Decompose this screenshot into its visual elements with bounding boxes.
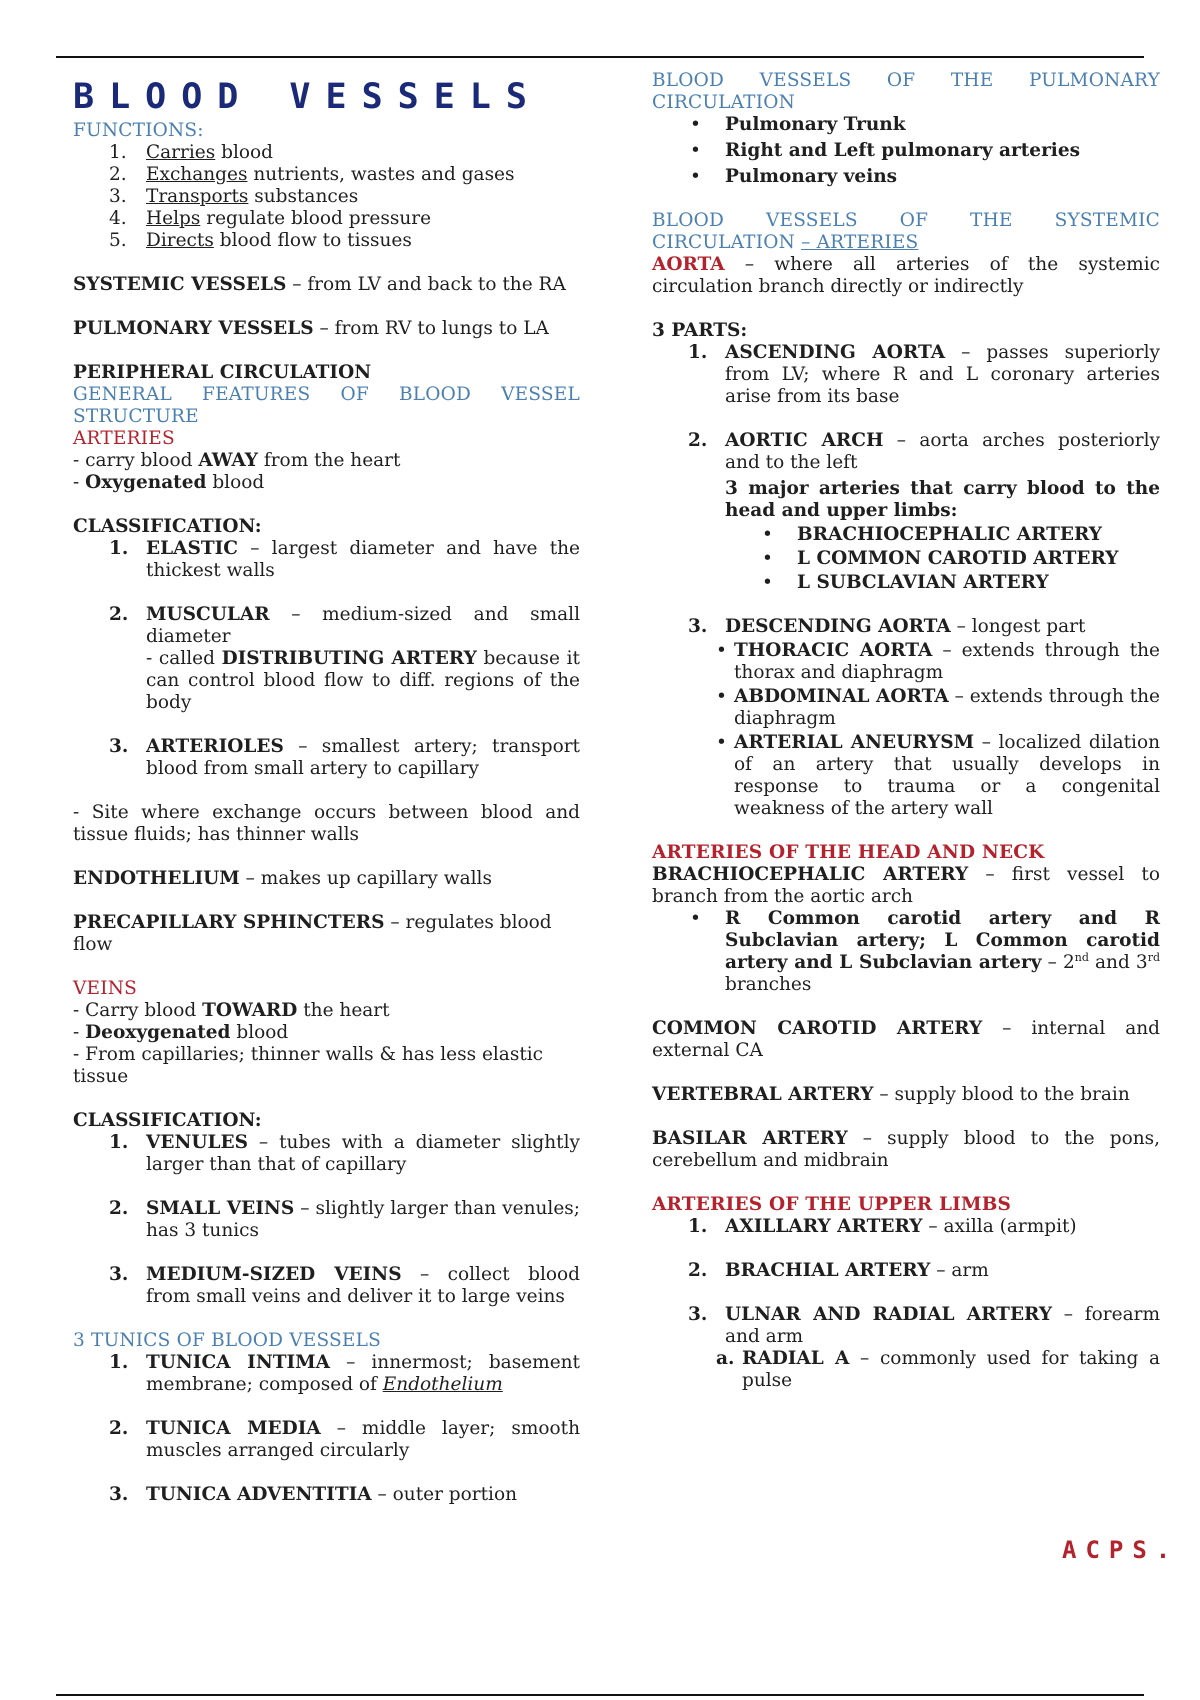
brachiocephalic-branches bbox=[652, 908, 1160, 996]
list-item: 3. TUNICA ADVENTITIA – outer portion bbox=[109, 1484, 518, 1505]
peripheral-circulation-heading: PERIPHERAL CIRCULATION bbox=[73, 362, 372, 383]
right-column bbox=[652, 70, 1160, 1392]
aortic-arch-item: 2. AORTIC ARCH – aorta arches posteriorly and to the left bbox=[688, 430, 1160, 473]
functions-list bbox=[73, 142, 580, 252]
aortic-arch-branches bbox=[652, 524, 1160, 594]
list-item: 2. SMALL VEINS – slightly larger than venules; has 3 tunics bbox=[109, 1198, 580, 1241]
left-column bbox=[73, 70, 580, 1506]
list-item: • L SUBCLAVIAN ARTERY bbox=[762, 572, 1049, 593]
parts-heading: 3 PARTS: bbox=[652, 320, 748, 341]
vertebral-line: VERTEBRAL ARTERY – supply blood to the brain bbox=[652, 1084, 1130, 1105]
list-item: • BRACHIOCEPHALIC ARTERY bbox=[762, 524, 1103, 545]
list-item: 3. ARTERIOLES – smallest artery; transport blood from small artery to capillary bbox=[109, 736, 580, 779]
arteries-line-1: - carry blood AWAY from the heart bbox=[73, 450, 401, 471]
brachiocephalic-line: BRACHIOCEPHALIC ARTERY – first vessel to branch from the aortic arch bbox=[652, 864, 1161, 907]
radial-artery-subitem: a. RADIAL A – commonly used for taking a pulse bbox=[716, 1348, 1160, 1391]
common-carotid-line: COMMON CAROTID ARTERY – internal and external CA bbox=[652, 1018, 1160, 1061]
upper-limb-arteries-list bbox=[652, 1216, 1160, 1348]
precapillary-line: PRECAPILLARY SPHINCTERS – regulates blood flow bbox=[73, 912, 552, 955]
systemic-circulation-heading: BLOOD VESSELS OF THE SYSTEMIC bbox=[652, 210, 1160, 231]
capillary-site-line: - Site where exchange occurs between blood and tissue fluids; has thinner walls bbox=[73, 802, 580, 845]
list-item: • Pulmonary Trunk bbox=[690, 114, 906, 135]
descending-aorta-branches bbox=[652, 640, 1160, 820]
general-features-heading-cont: STRUCTURE bbox=[73, 406, 199, 427]
list-item: • ARTERIAL ANEURYSM – localized dilation of an artery that usually develops in response to trauma or a congenital weakness of the artery wall bbox=[716, 732, 1160, 819]
list-item: 1. VENULES – tubes with a diameter slightly larger than that of capillary bbox=[109, 1132, 580, 1175]
veins-line-2: - Deoxygenated blood bbox=[73, 1022, 289, 1043]
pulmonary-circulation-heading: BLOOD VESSELS OF THE PULMONARY bbox=[652, 70, 1160, 91]
list-item: 5. Directs blood flow to tissues bbox=[109, 230, 412, 251]
systemic-circulation-heading-cont: CIRCULATION – ARTERIES bbox=[652, 232, 919, 253]
artery-classification-heading: CLASSIFICATION: bbox=[73, 516, 262, 537]
systemic-vessels-line: SYSTEMIC VESSELS – from LV and back to the RA bbox=[73, 274, 566, 295]
tunics-heading: 3 TUNICS OF BLOOD VESSELS bbox=[73, 1330, 381, 1351]
list-item: 1. Carries blood bbox=[109, 142, 273, 163]
list-item: • R Common carotid artery and R Subclavian artery; L Common carotid artery and L Subclavian artery – 2nd and 3rd branches bbox=[690, 908, 1160, 995]
list-item: 1. TUNICA INTIMA – innermost; basement membrane; composed of Endothelium bbox=[109, 1352, 580, 1395]
ascending-aorta-item: 1. ASCENDING AORTA – passes superiorly from LV; where R and L coronary arteries arise from its base bbox=[688, 342, 1160, 407]
veins-line-1: - Carry blood TOWARD the heart bbox=[73, 1000, 390, 1021]
list-item: • L COMMON CAROTID ARTERY bbox=[762, 548, 1119, 569]
descending-aorta-item: 3. DESCENDING AORTA – longest part bbox=[688, 616, 1086, 637]
endothelium-line: ENDOTHELIUM – makes up capillary walls bbox=[73, 868, 492, 889]
list-item: • THORACIC AORTA – extends through the thorax and diaphragm bbox=[716, 640, 1160, 683]
arteries-line-2: - Oxygenated blood bbox=[73, 472, 265, 493]
pulmonary-circulation-heading-cont: CIRCULATION bbox=[652, 92, 795, 113]
arteries-heading: ARTERIES bbox=[73, 428, 175, 449]
top-rule bbox=[56, 56, 1144, 58]
list-item: 3. ULNAR AND RADIAL ARTERY – forearm and arm bbox=[688, 1304, 1160, 1347]
list-item: 3. MEDIUM-SIZED VEINS – collect blood from small veins and deliver it to large veins bbox=[109, 1264, 580, 1307]
functions-heading: FUNCTIONS: bbox=[73, 120, 204, 141]
veins-heading: VEINS bbox=[73, 978, 138, 999]
pulmonary-vessels-list bbox=[652, 114, 1160, 188]
list-item: 1. AXILLARY ARTERY – axilla (armpit) bbox=[688, 1216, 1077, 1237]
list-item: 2. MUSCULAR – medium-sized and small diameter - called DISTRIBUTING ARTERY because it can control blood flow to diff. regions of the body bbox=[109, 604, 580, 713]
list-item: 2. TUNICA MEDIA – middle layer; smooth muscles arranged circularly bbox=[109, 1418, 580, 1461]
acps-logo: ACPS. bbox=[1062, 1536, 1180, 1564]
list-item: 4. Helps regulate blood pressure bbox=[109, 208, 432, 229]
basilar-line: BASILAR ARTERY – supply blood to the pons, cerebellum and midbrain bbox=[652, 1128, 1160, 1171]
list-item: • Pulmonary veins bbox=[690, 166, 898, 187]
artery-classification-list bbox=[73, 538, 580, 780]
aorta-line: AORTA – where all arteries of the systemic circulation branch directly or indirectly bbox=[652, 254, 1160, 297]
page-title: BLOOD VESSELS bbox=[73, 77, 542, 117]
vein-classification-list bbox=[73, 1132, 580, 1308]
pulmonary-vessels-line: PULMONARY VESSELS – from RV to lungs to LA bbox=[73, 318, 549, 339]
head-neck-heading: ARTERIES OF THE HEAD AND NECK bbox=[652, 842, 1045, 863]
list-item: 2. Exchanges nutrients, wastes and gases bbox=[109, 164, 515, 185]
list-item: • Right and Left pulmonary arteries bbox=[690, 140, 1081, 161]
list-item: 3. Transports substances bbox=[109, 186, 359, 207]
bottom-rule bbox=[56, 1694, 1144, 1696]
tunics-list bbox=[73, 1352, 580, 1506]
list-item: 2. BRACHIAL ARTERY – arm bbox=[688, 1260, 989, 1281]
general-features-heading: GENERAL FEATURES OF BLOOD VESSEL bbox=[73, 384, 580, 405]
upper-limbs-heading: ARTERIES OF THE UPPER LIMBS bbox=[652, 1194, 1012, 1215]
veins-line-3: - From capillaries; thinner walls & has less elastic tissue bbox=[73, 1044, 544, 1087]
vein-classification-heading: CLASSIFICATION: bbox=[73, 1110, 262, 1131]
list-item: • ABDOMINAL AORTA – extends through the diaphragm bbox=[716, 686, 1161, 729]
aortic-arch-subnote: 3 major arteries that carry blood to the head and upper limbs: bbox=[725, 478, 1160, 521]
list-item: 1. ELASTIC – largest diameter and have the thickest walls bbox=[109, 538, 580, 581]
